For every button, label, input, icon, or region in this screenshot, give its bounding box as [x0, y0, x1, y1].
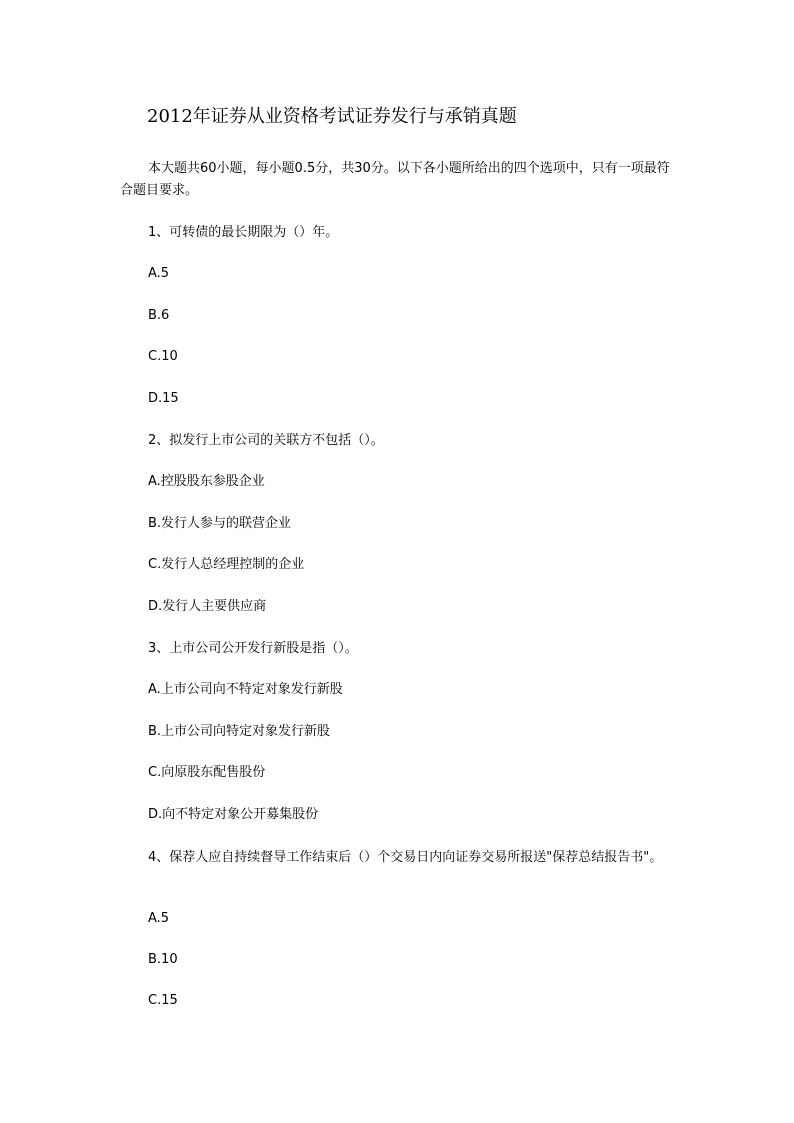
question-3-option-a: A.上市公司向不特定对象发行新股 [148, 682, 343, 697]
question-4-option-b: B.10 [148, 952, 178, 967]
question-4-option-a: A.5 [148, 911, 170, 926]
question-1-option-b: B.6 [148, 308, 170, 323]
document-title: 2012年证券从业资格考试证券发行与承销真题 [147, 106, 517, 127]
question-1-option-d: D.15 [148, 391, 179, 406]
question-3-option-c: C.向原股东配售股份 [148, 765, 266, 780]
question-4-option-c: C.15 [148, 993, 178, 1008]
question-2-option-b: B.发行人参与的联营企业 [148, 516, 292, 531]
intro-paragraph: 本大题共60小题，每小题0.5分，共30分。以下各小题所给出的四个选项中，只有一项最符合题目要求。 [120, 161, 670, 198]
question-1-option-a: A.5 [148, 266, 170, 281]
question-2-option-a: A.控股股东参股企业 [148, 474, 265, 489]
question-3-option-b: B.上市公司向特定对象发行新股 [148, 724, 331, 739]
question-1-option-c: C.10 [148, 349, 178, 364]
question-2-option-d: D.发行人主要供应商 [148, 599, 267, 614]
question-1-stem: 1、可转债的最长期限为（）年。 [148, 225, 339, 240]
question-2-stem: 2、拟发行上市公司的关联方不包括（）。 [148, 433, 384, 448]
question-4-stem: 4、保荐人应自持续督导工作结束后（）个交易日内向证券交易所报送"保荐总结报告书"。 [148, 850, 663, 865]
question-3-stem: 3、上市公司公开发行新股是指（）。 [148, 641, 358, 656]
question-2-option-c: C.发行人总经理控制的企业 [148, 557, 305, 572]
question-3-option-d: D.向不特定对象公开募集股份 [148, 807, 319, 822]
